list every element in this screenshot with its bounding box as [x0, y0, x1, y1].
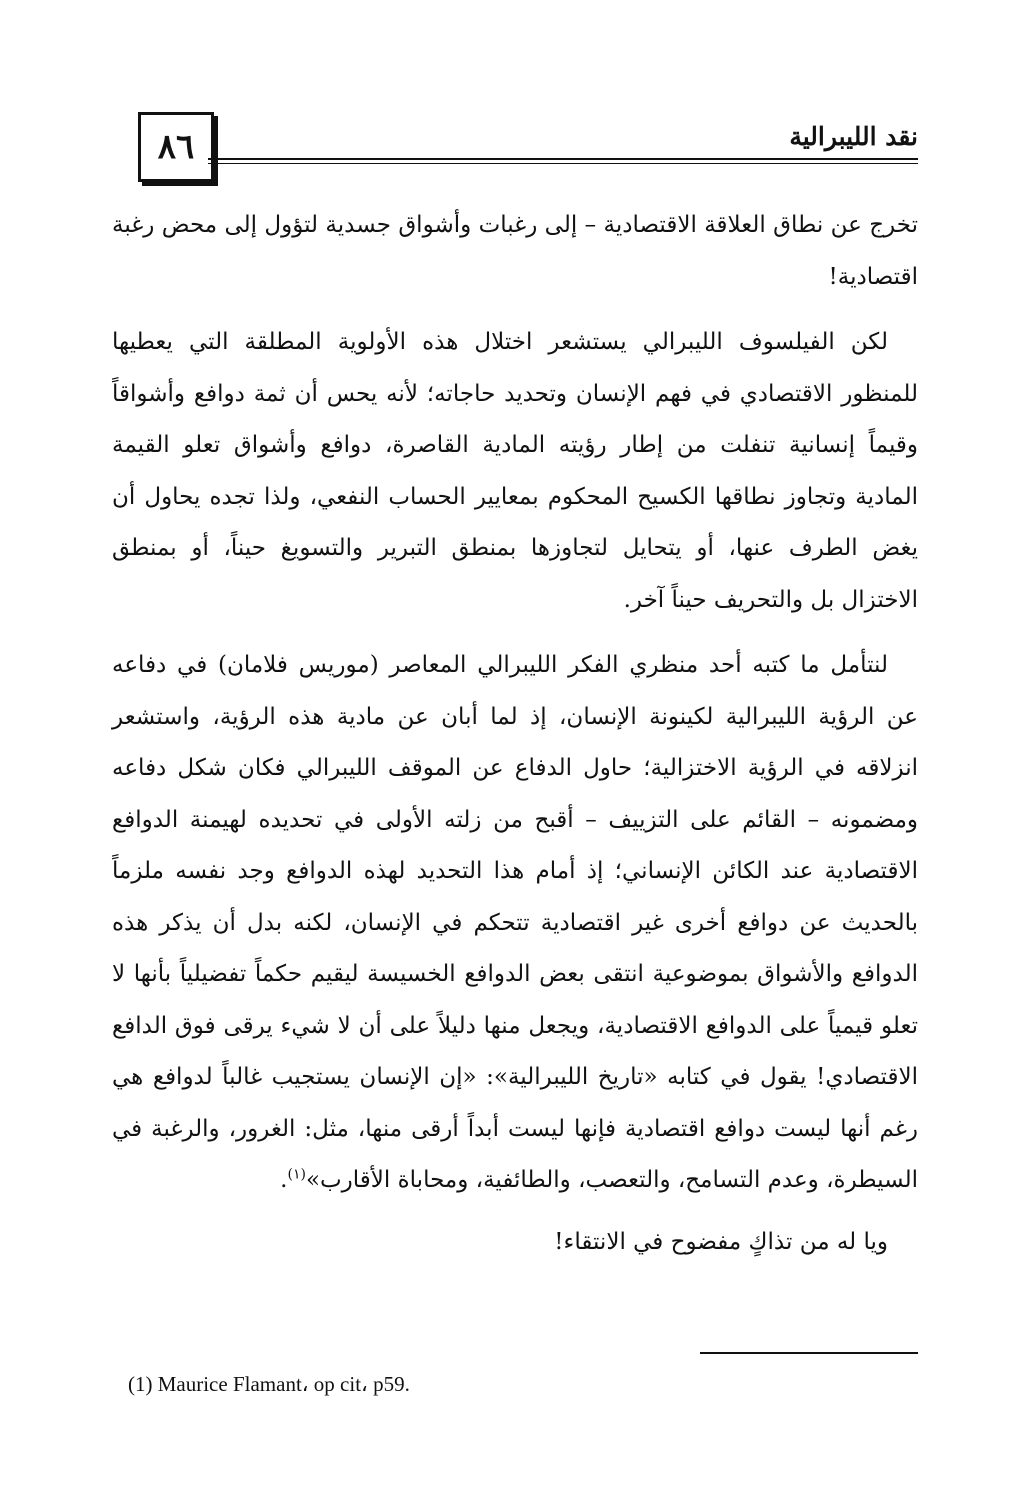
footnote: (1) Maurice Flamant، op cit، p59. [128, 1372, 410, 1396]
header-rule-thin [208, 163, 918, 164]
running-title: نقد الليبرالية [789, 122, 918, 151]
paragraph-4: ويا له من تذاكٍ مفضوح في الانتقاء! [554, 1228, 888, 1255]
paragraph-2: لكن الفيلسوف الليبرالي يستشعر اختلال هذه الأولوية المطلقة التي يعطيها للمنظور الاقتصادي في فهم الإنسان وتحديد حاجاته؛ لأنه يحس أن ثمة دوافع وأشواقاً وقيماً إنسانية تنفلت من إطار رؤيته المادية القاصرة، دوافع وأشواق تعلو القيمة المادية وتجاوز نطاقها الكسيح المحكوم بمعايير الحساب النفعي، ولذا تجده يحاول أن يغض الطرف عنها، أو يتحايل لتجاوزها بمنطق التبرير والتسويغ حيناً، أو بمنطق الاختزال بل والتحريف حيناً آخر. [112, 329, 918, 613]
paragraph-1: تخرج عن نطاق العلاقة الاقتصادية – إلى رغبات وأشواق جسدية لتؤول إلى محض رغبة اقتصادية! [112, 212, 918, 290]
paragraph-3-text: لنتأمل ما كتبه أحد منظري الفكر الليبرالي المعاصر (موريس فلامان) في دفاعه عن الرؤية الليبرالية لكينونة الإنسان، إذ لما أبان عن مادية هذه الرؤية، واستشعر انزلاقه في الرؤية الاختزالية؛ حاول الدفاع عن الموقف الليبرالي فكان شكل دفاعه ومضمونه – القائم على التزييف – أقبح من زلته الأولى في تحديده لهيمنة الدوافع الاقتصادية عند الكائن الإنساني؛ إذ أمام هذا التحديد لهذه الدوافع وجد نفسه ملزماً بالحديث عن دوافع أخرى غير اقتصادية تتحكم في الإنسان، لكنه بدل أن يذكر هذه الدوافع والأشواق بموضوعية انتقى بعض الدوافع الخسيسة ليقيم حكماً تفضيلياً بأنها لا تعلو قيمياً على الدوافع الاقتصادية، ويجعل منها دليلاً على أن لا شيء يرقى فوق الدافع الاقتصادي! يقول في كتابه «تاريخ الليبرالية»: «إن الإنسان يستجيب غالباً لدوافع هي رغم أنها ليست دوافع اقتصادية فإنها ليست أبداً أرقى منها، مثل: الغرور، والرغبة في السيطرة، وعدم التسامح، والتعصب، والطائفية، ومحاباة الأقارب» [112, 652, 918, 1193]
footnote-rule [700, 1352, 918, 1354]
body-text [112, 200, 918, 1268]
paragraph-3: لنتأمل ما كتبه أحد منظري الفكر الليبرالي المعاصر (موريس فلامان) في دفاعه عن الرؤية الليبرالية لكينونة الإنسان، إذ لما أبان عن مادية هذه الرؤية، واستشعر انزلاقه في الرؤية الاختزالية؛ حاول الدفاع عن الموقف الليبرالي فكان شكل دفاعه ومضمونه – القائم على التزييف – أقبح من زلته الأولى في تحديده لهيمنة الدوافع الاقتصادية عند الكائن الإنساني؛ إذ أمام هذا التحديد لهذه الدوافع وجد نفسه ملزماً بالحديث عن دوافع أخرى غير اقتصادية تتحكم في الإنسان، لكنه بدل أن يذكر هذه الدوافع والأشواق بموضوعية انتقى بعض الدوافع الخسيسة ليقيم حكماً تفضيلياً بأنها لا تعلو قيمياً على الدوافع الاقتصادية، ويجعل منها دليلاً على أن لا شيء يرقى فوق الدافع الاقتصادي! يقول في كتابه «تاريخ الليبرالية»: «إن الإنسان يستجيب غالباً لدوافع هي رغم أنها ليست دوافع اقتصادية فإنها ليست أبداً أرقى منها، مثل: الغرور، والرغبة في السيطرة، وعدم التسامح، والتعصب، والطائفية، ومحاباة الأقارب»$^{(١)}$. [112, 652, 918, 1193]
page-header [112, 108, 918, 188]
page-number: ٨٦ [138, 112, 214, 182]
footnote-reference: (١) [287, 1166, 306, 1183]
header-rule [208, 158, 918, 160]
